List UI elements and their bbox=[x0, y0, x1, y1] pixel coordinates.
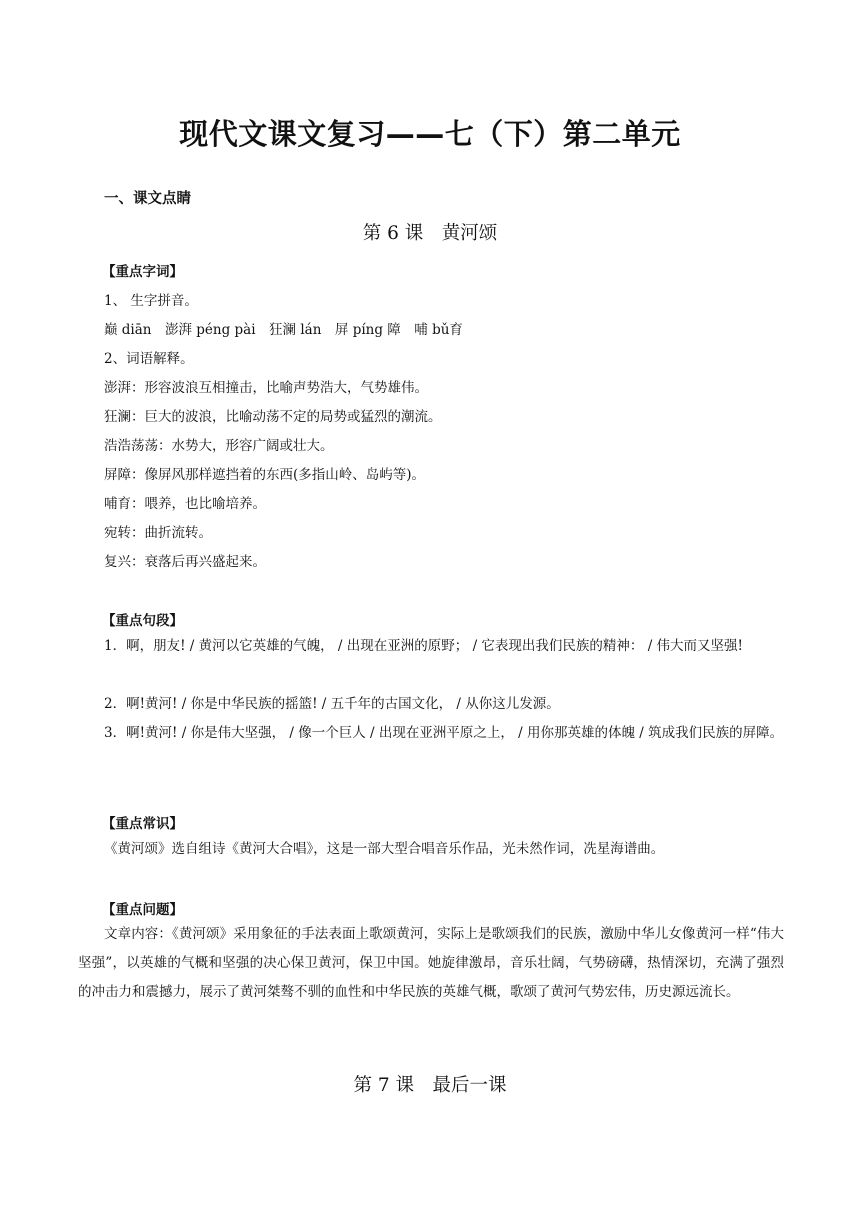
page-title: 现代文课文复习——七（下）第二单元 bbox=[179, 117, 681, 151]
definition-line: 复兴：衰落后再兴盛起来。 bbox=[104, 554, 266, 570]
definition-line: 澎湃：形容波浪互相撞击，比喻声势浩大，气势雄伟。 bbox=[104, 380, 428, 396]
key-sentences-heading: 【重点句段】 bbox=[102, 613, 183, 629]
definition-line: 哺育：喂养，也比喻培养。 bbox=[104, 496, 266, 512]
key-questions-heading: 【重点问题】 bbox=[102, 902, 183, 918]
pinyin-line: 巅 diān 澎湃 péng pài 狂澜 lán 屏 píng 障 哺 bǔ育 bbox=[104, 322, 463, 338]
lesson-6-title: 第 6 课 黄河颂 bbox=[362, 223, 498, 244]
pinyin-heading: 1、 生字拼音。 bbox=[104, 293, 198, 309]
question-paragraph: 文章内容：《黄河颂》采用象征的手法表面上歌颂黄河，实际上是歌颂我们的民族，激励中华儿女像黄河一样“伟大坚强”，以英雄的气概和坚强的决心保卫黄河，保卫中国。她旋律激昂，音乐壮阔，气势磅礴，热情深切，充满了强烈的冲击力和震撼力，展示了黄河桀骜不驯的血性和中华民族的英雄气概，歌颂了黄河气势宏伟，历史源远流长。 bbox=[78, 926, 784, 1000]
definition-line: 浩浩荡荡：水势大，形容广阔或壮大。 bbox=[104, 438, 334, 454]
sentence-paragraph: 2．啊!黄河! / 你是中华民族的摇篮! / 五千年的古国文化， / 从你这儿发源。 bbox=[104, 696, 560, 712]
section-heading: 一、课文点睛 bbox=[104, 191, 191, 207]
definition-line: 宛转：曲折流转。 bbox=[104, 525, 212, 541]
sentence-paragraph: 1．啊，朋友! / 黄河以它英雄的气魄， / 出现在亚洲的原野； / 它表现出我们民族的精神： / 伟大而又坚强! bbox=[104, 638, 743, 654]
sentence-paragraph: 3．啊!黄河! / 你是伟大坚强， / 像一个巨人 / 出现在亚洲平原之上， / 用你那英雄的体魄 / 筑成我们民族的屏障。 bbox=[104, 725, 784, 741]
key-words-heading: 【重点字词】 bbox=[102, 264, 183, 280]
lesson-7-title: 第 7 课 最后一课 bbox=[353, 1075, 507, 1096]
knowledge-paragraph: 《黄河颂》选自组诗《黄河大合唱》，这是一部大型合唱音乐作品，光未然作词，冼星海谱曲。 bbox=[104, 841, 665, 857]
explain-heading: 2、词语解释。 bbox=[104, 351, 194, 367]
key-knowledge-heading: 【重点常识】 bbox=[102, 816, 183, 832]
definition-line: 狂澜：巨大的波浪，比喻动荡不定的局势或猛烈的潮流。 bbox=[104, 409, 442, 425]
definition-line: 屏障：像屏风那样遮挡着的东西(多指山岭、岛屿等)。 bbox=[104, 467, 426, 483]
